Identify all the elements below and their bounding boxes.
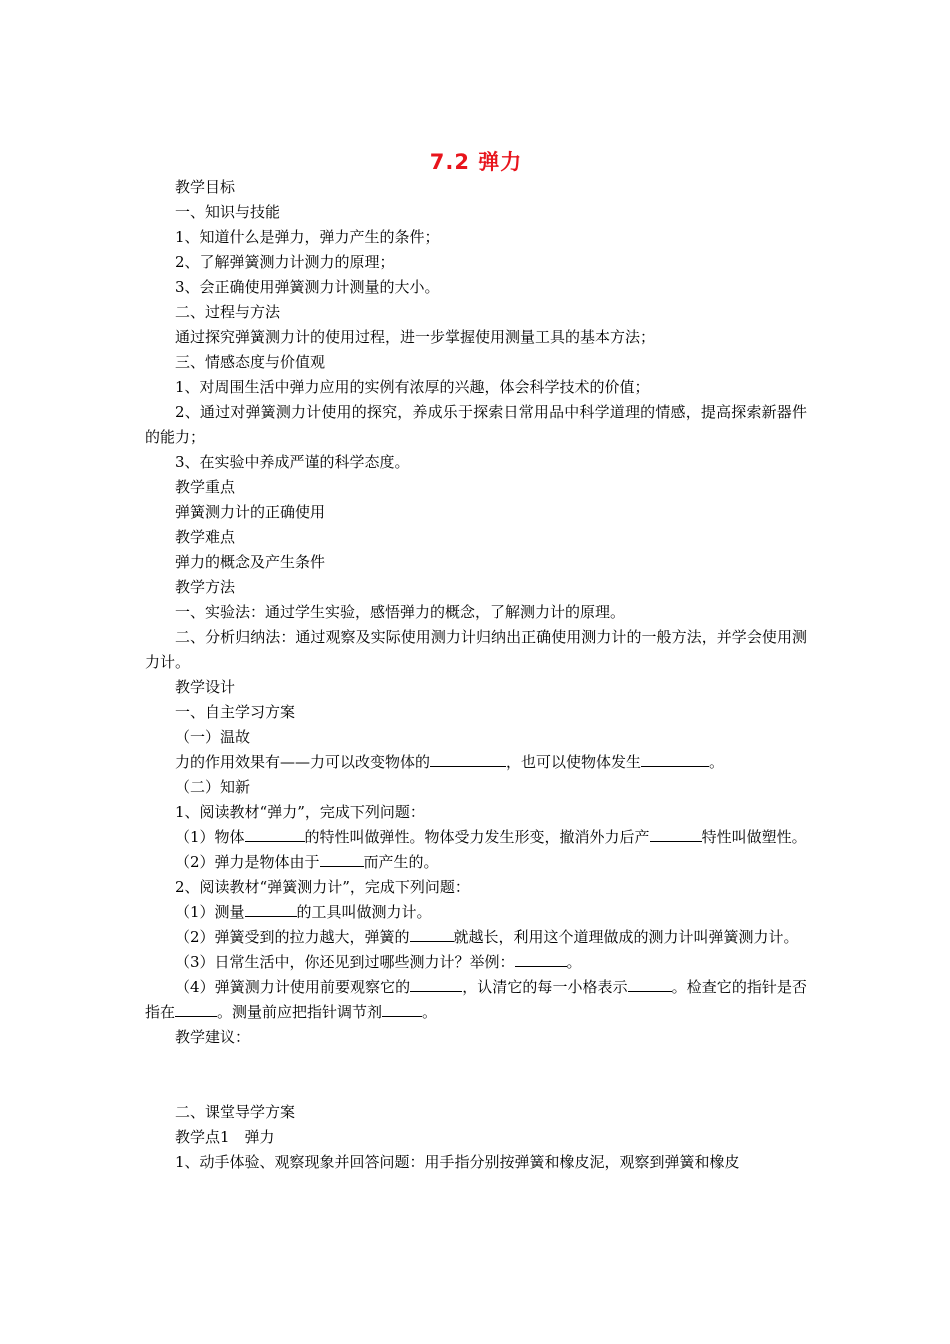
paragraph: 通过探究弹簧测力计的使用过程，进一步掌握使用测量工具的基本方法； bbox=[175, 328, 656, 346]
answer-blank[interactable] bbox=[320, 850, 364, 867]
heading-attitude-values: 三、情感态度与价值观 bbox=[175, 353, 326, 371]
answer-blank[interactable] bbox=[410, 975, 462, 992]
fill-in-question bbox=[145, 825, 807, 850]
goal-item: 1、知道什么是弹力，弹力产生的条件； bbox=[175, 228, 440, 246]
heading-teaching-goals: 教学目标 bbox=[175, 178, 236, 196]
blank-space bbox=[145, 1050, 807, 1100]
paragraph: 二、分析归纳法：通过观察及实际使用测力计归纳出正确使用测力计的一般方法，并学会使用测力计。 bbox=[145, 628, 807, 671]
question-text: 力的作用效果有——力可以改变物体的 bbox=[175, 753, 431, 771]
heading-teaching-design: 教学设计 bbox=[175, 678, 236, 696]
heading-key-points: 教学重点 bbox=[175, 478, 236, 496]
question-text: （2）弹簧受到的拉力越大，弹簧的 bbox=[175, 928, 410, 946]
question-text: （2）弹力是物体由于 bbox=[175, 853, 320, 871]
heading-methods: 教学方法 bbox=[175, 578, 236, 596]
teaching-point-heading: 教学点1 弹力 bbox=[175, 1128, 275, 1146]
goal-item: 2、了解弹簧测力计测力的原理； bbox=[175, 253, 395, 271]
answer-blank[interactable] bbox=[175, 1000, 217, 1017]
fill-in-question bbox=[145, 750, 807, 775]
question-text: ，认清它的每一小格表示 bbox=[462, 978, 628, 996]
question-intro: 2、阅读教材“弹簧测力计”，完成下列问题： bbox=[175, 878, 470, 896]
answer-blank[interactable] bbox=[628, 975, 672, 992]
fill-in-question bbox=[145, 925, 807, 950]
paragraph: 弹簧测力计的正确使用 bbox=[175, 503, 326, 521]
answer-blank[interactable] bbox=[382, 1000, 422, 1017]
question-text: ，也可以使物体发生 bbox=[506, 753, 642, 771]
question-text: 。测量前应把指针调节剂 bbox=[217, 1003, 383, 1021]
paragraph: 弹力的概念及产生条件 bbox=[175, 553, 326, 571]
answer-blank[interactable] bbox=[410, 925, 454, 942]
goal-item: 1、对周围生活中弹力应用的实例有浓厚的兴趣，体会科学技术的价值； bbox=[175, 378, 650, 396]
answer-blank[interactable] bbox=[430, 750, 506, 767]
question-text: （1）测量 bbox=[175, 903, 245, 921]
document-body bbox=[145, 175, 807, 1175]
question-text: （3）日常生活中，你还见到过哪些测力计？举例： bbox=[175, 953, 515, 971]
question-text: 。 bbox=[709, 753, 725, 771]
question-text: 就越长，利用这个道理做成的测力计叫弹簧测力计。 bbox=[453, 928, 799, 946]
heading-self-study: 一、自主学习方案 bbox=[175, 703, 296, 721]
fill-in-question bbox=[145, 850, 807, 875]
page-title: 7.2 弹力 bbox=[429, 150, 523, 174]
heading-knowledge-skills: 一、知识与技能 bbox=[175, 203, 281, 221]
fill-in-question bbox=[145, 975, 807, 1025]
subheading-new-knowledge: （二）知新 bbox=[175, 778, 251, 796]
teaching-suggestion-label: 教学建议： bbox=[175, 1028, 251, 1046]
question-text: 。 bbox=[422, 1003, 438, 1021]
answer-blank[interactable] bbox=[515, 950, 567, 967]
goal-item: 3、在实验中养成严谨的科学态度。 bbox=[175, 453, 410, 471]
subheading-review: （一）温故 bbox=[175, 728, 251, 746]
answer-blank[interactable] bbox=[245, 825, 305, 842]
goal-item: 3、会正确使用弹簧测力计测量的大小。 bbox=[175, 278, 440, 296]
paragraph: 1、动手体验、观察现象并回答问题：用手指分别按弹簧和橡皮泥，观察到弹簧和橡皮 bbox=[175, 1153, 740, 1171]
answer-blank[interactable] bbox=[650, 825, 702, 842]
question-text: （4）弹簧测力计使用前要观察它的 bbox=[175, 978, 411, 996]
question-intro: 1、阅读教材“弹力”，完成下列问题： bbox=[175, 803, 425, 821]
question-text: 。检查它的指针是否指在 bbox=[145, 978, 807, 1021]
fill-in-question bbox=[145, 900, 807, 925]
answer-blank[interactable] bbox=[641, 750, 709, 767]
heading-process-methods: 二、过程与方法 bbox=[175, 303, 281, 321]
question-text: （1）物体 bbox=[175, 828, 245, 846]
goal-item: 2、通过对弹簧测力计使用的探究，养成乐于探索日常用品中科学道理的情感，提高探索新器件的能力； bbox=[145, 403, 807, 446]
paragraph: 一、实验法：通过学生实验，感悟弹力的概念，了解测力计的原理。 bbox=[175, 603, 626, 621]
question-text: 的工具叫做测力计。 bbox=[296, 903, 432, 921]
question-text: 而产生的。 bbox=[363, 853, 439, 871]
fill-in-question bbox=[145, 950, 807, 975]
heading-difficulties: 教学难点 bbox=[175, 528, 236, 546]
answer-blank[interactable] bbox=[245, 900, 297, 917]
question-text: 的特性叫做弹性。物体受力发生形变，撤消外力后产 bbox=[304, 828, 650, 846]
question-text: 。 bbox=[566, 953, 582, 971]
heading-classroom-guide: 二、课堂导学方案 bbox=[175, 1103, 296, 1121]
question-text: 特性叫做塑性。 bbox=[701, 828, 807, 846]
